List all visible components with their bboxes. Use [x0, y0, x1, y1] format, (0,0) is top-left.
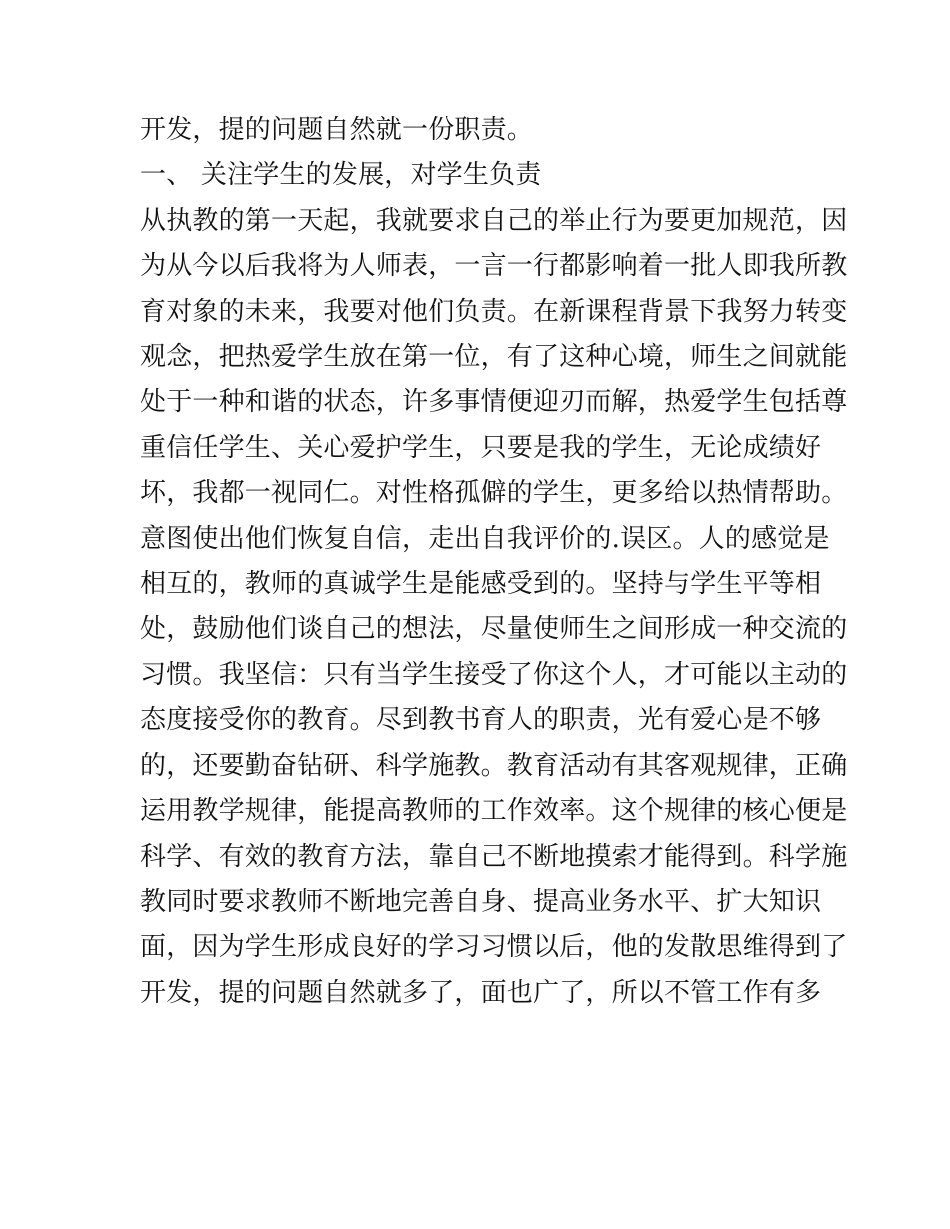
text-line: 相互的，教师的真诚学生是能感受到的。坚持与学生平等相: [140, 569, 822, 600]
section-heading: 一、 关注学生的发展，对学生负责: [140, 160, 542, 191]
text-line: 运用教学规律，能提高教师的工作效率。这个规律的核心便是: [140, 796, 848, 827]
text-line: 开发，提的问题自然就一份职责。: [140, 115, 534, 145]
text-line: 重信任学生、关心爱护学生，只要是我的学生，无论成绩好: [140, 432, 822, 463]
text-line: 开发，提的问题自然就多了，面也广了，所以不管工作有多: [140, 977, 822, 1008]
text-line: 态度接受你的教育。尽到教书育人的职责，光有爱心是不够: [140, 705, 822, 736]
text-line: 的，还要勤奋钻研、科学施教。教育活动有其客观规律，正确: [140, 750, 848, 781]
text-line: 处，鼓励他们谈自己的想法，尽量使师生之间形成一种交流的: [140, 614, 848, 645]
text-line: 坏，我都一视同仁。对性格孤僻的学生，更多给以热情帮助。: [140, 478, 848, 509]
text-line: 观念，把热爱学生放在第一位，有了这种心境，师生之间就能: [140, 342, 848, 373]
text-line: 科学、有效的教育方法，靠自己不断地摸索才能得到。科学施: [140, 841, 848, 872]
text-line: 为从今以后我将为人师表，一言一行都影响着一批人即我所教: [140, 251, 848, 282]
text-line: 处于一种和谐的状态，许多事情便迎刃而解，热爱学生包括尊: [140, 387, 848, 418]
text-line: 育对象的未来，我要对他们负责。在新课程背景下我努力转变: [140, 296, 848, 327]
text-line: 从执教的第一天起，我就要求自己的举止行为要更加规范，因: [140, 205, 848, 236]
text-line: 面，因为学生形成良好的学习习惯以后，他的发散思维得到了: [140, 932, 848, 963]
body-text: [140, 108, 848, 1016]
text-line: 教同时要求教师不断地完善自身、提高业务水平、扩大知识: [140, 886, 822, 917]
text-line: 意图使出他们恢复自信，走出自我评价的.误区。人的感觉是: [140, 523, 830, 554]
text-line: 习惯。我坚信：只有当学生接受了你这个人，才可能以主动的: [140, 659, 848, 690]
